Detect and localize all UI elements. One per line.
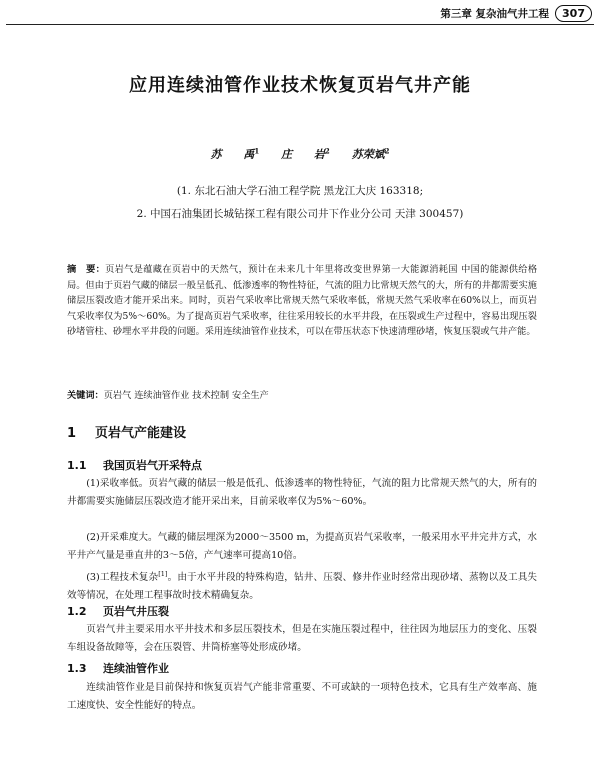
- abstract-label: 摘 要：: [67, 264, 106, 275]
- article-title: 应用连续油管作业技术恢复页岩气井产能: [129, 75, 471, 96]
- author-name: 苏 禹: [210, 148, 255, 161]
- section-number: 1: [67, 426, 77, 441]
- body-paragraph: [67, 475, 537, 511]
- subsection-number: 1.2: [67, 605, 87, 618]
- subsection-heading: [67, 603, 169, 619]
- author-affil-mark: 2: [384, 146, 390, 156]
- running-header: [440, 2, 592, 24]
- page-number: 307: [555, 5, 592, 22]
- item-text: 气藏的储层埋深为2000～3500 m，为提高页岩气采收率，一般采用水平井完井方式，水平井产气量是垂直井的3～5倍，产气速率可提高10倍。: [67, 532, 537, 561]
- item-text: 。由于水平井段的特殊构造，钻井、压裂、修井作业时经常出现砂堵、蒸物以及工具失效等情况，在处理工程事故时技术精确复杂。: [67, 572, 538, 602]
- subsection-title: 页岩气井压裂: [103, 605, 169, 618]
- author-affil-mark: 2: [324, 146, 330, 156]
- subsection-number: 1.1: [67, 459, 87, 472]
- subsection-title: 我国页岩气开采特点: [103, 459, 202, 472]
- affiliation-line: (1. 东北石油大学石油工程学院 黑龙江大庆 163318;: [176, 185, 424, 197]
- body-paragraph: [67, 565, 537, 605]
- body-paragraph: 连续油管作业是目前保持和恢复页岩气产能非常重要、不可或缺的一项特色技术，它具有生产效率高、施工速度快、安全性能好的特点。: [67, 682, 537, 711]
- author-list: [0, 146, 600, 162]
- subsection-heading: [67, 457, 202, 473]
- item-label: (3)工程技术复杂: [86, 572, 159, 584]
- abstract-text: 页岩气是蕴藏在页岩中的天然气，预计在未来几十年里将改变世界第一大能源消耗国 中国的能源供给格局。但由于页岩气藏的储层一般呈低孔、低渗透率的物性特征，气流的阻力比常规天然气的大，所有的井都需要实施储层压裂改造才能开采出来。同时，页岩气采收率比常规天然气采收率低，常规天然气采收率在60%以上，而页岩气采收率仅为5%～60%。为了提高页岩气采收率，往往采用较长的水平井段，在压裂或生产过程中，容易出现压裂砂堵管柱、砂埋水平井段的问题。采用连续油管作业技术，可以在带压状态下快速清理砂堵，恢复压裂或气井产能。: [67, 264, 538, 338]
- subsection-heading: [67, 660, 169, 676]
- item-label: (2)开采难度大。: [86, 532, 158, 543]
- author-affil-mark: 1: [254, 146, 260, 156]
- subsection-title: 连续油管作业: [103, 662, 169, 675]
- keywords-label: 关键词：: [67, 390, 104, 401]
- section-heading: [67, 422, 186, 441]
- keywords: [67, 387, 537, 401]
- chapter-title: 第三章 复杂油气井工程: [440, 7, 550, 20]
- body-paragraph: [67, 529, 537, 565]
- affiliation-line: 2. 中国石油集团长城钻探工程有限公司井下作业分公司 天津 300457): [136, 208, 464, 220]
- body-paragraph: 页岩气井主要采用水平井技术和多层压裂技术，但是在实施压裂过程中，往往因为地层压力的变化、压裂车组设备故障等，会在压裂管、井筒桥塞等处形成砂堵。: [67, 624, 537, 653]
- abstract: [67, 262, 537, 340]
- item-text: 页岩气藏的储层一般是低孔、低渗透率的物性特征，气流的阻力比常规天然气的大，所有的井都需要实施储层压裂改造才能开采出来，目前采收率仅为5%～60%。: [67, 478, 537, 507]
- keywords-text: 页岩气 连续油管作业 技术控制 安全生产: [103, 390, 269, 401]
- author-name: 庄 岩: [281, 148, 325, 161]
- header-rule: [6, 24, 594, 25]
- author-name: 苏荣斌: [351, 148, 385, 161]
- item-label: (1)采收率低。: [86, 478, 149, 489]
- subsection-number: 1.3: [67, 662, 87, 675]
- citation-ref: [1]: [158, 570, 168, 578]
- section-title: 页岩气产能建设: [95, 426, 187, 441]
